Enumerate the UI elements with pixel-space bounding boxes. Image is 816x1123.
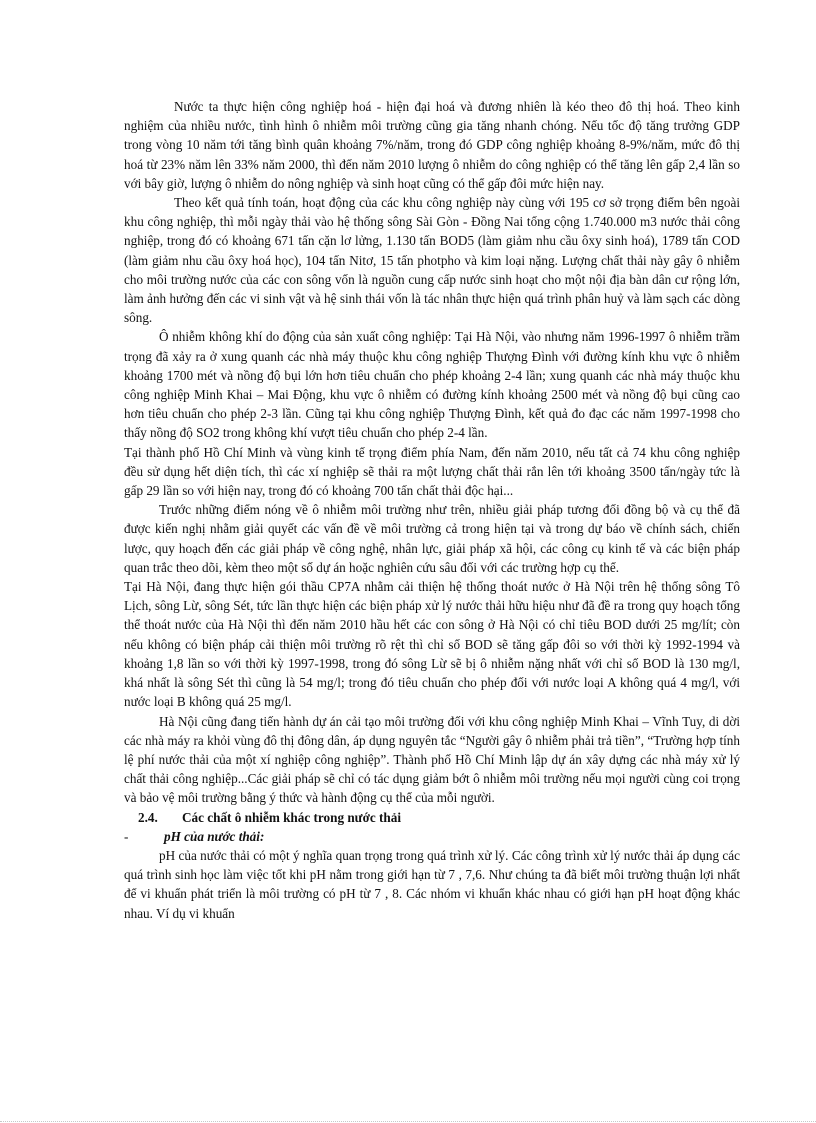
- subsection-label: pH của nước thải:: [164, 828, 265, 844]
- paragraph-industrialization: Nước ta thực hiện công nghiệp hoá - hiện đại hoá và đương nhiên là kéo theo đô thị hoá. Theo kinh nghiệm của nhiều nước, tình hình ô nhiễm môi trường cũng gia tăng nhanh chóng. Nếu tốc độ tăng trưởng GDP trong vòng 10 năm tới tăng bình quân khoảng 7%/năm, trong đó GDP công nghiệp khoảng 8-9%/năm, mức đô thị hoá từ 23% năm lên 33% năm 2000, thì đến năm 2010 lượng ô nhiễm do công nghiệp có thể tăng lên gấp 2,4 lần so với bây giờ, lượng ô nhiễm do nông nghiệp và sinh hoạt cũng có thể gấp đôi mức hiện nay.: [124, 99, 740, 191]
- document-body: [124, 97, 740, 923]
- paragraph-hanoi-cp7a: Tại Hà Nội, đang thực hiện gói thầu CP7A nhằm cải thiện hệ thống thoát nước ở Hà Nội trên hệ thống sông Tô Lịch, sông Lừ, sông Sét, tức lần thực hiện các biện pháp xử lý nước thải hữu hiệu như đã đề ra trong quy hoạch tổng thể thoát nước của Hà Nội thì đến năm 2010 hầu hết các con sông ở Hà Nội có chỉ tiêu BOD dưới 25 mg/lít; còn nếu không có biện pháp cải thiện môi trường rõ rệt thì chỉ số BOD sẽ tăng gấp đôi so với thời kỳ 1992-1994 và khoảng 1,8 lần so với thời kỳ 1997-1998, trong đó sông Lừ sẽ bị ô nhiễm nặng nhất với chỉ số BOD là 130 mg/l, khá nhất là sông Sét thì cũng là 54 mg/l; trong đó tiêu chuẩn cho phép đối với nước loại A không quá 4 mg/l, với nước loại B không quá 25 mg/l.: [124, 579, 740, 710]
- section-number: 2.4.: [138, 809, 158, 825]
- section-title: Các chất ô nhiễm khác trong nước thải: [182, 809, 402, 825]
- paragraph-hcm-solid-waste: Tại thành phố Hồ Chí Minh và vùng kinh tế trọng điểm phía Nam, đến năm 2010, nếu tất cả 74 khu công nghiệp đều sử dụng hết diện tích, thì các xí nghiệp sẽ thải ra một lượng chất thải rắn lên tới khoảng 3500 tấn/ngày tức là gấp 29 lần so với hiện nay, trong đó có khoảng 700 tấn chất thải độc hại...: [124, 444, 740, 499]
- paragraph-ph: pH của nước thải có một ý nghĩa quan trọng trong quá trình xử lý. Các công trình xử lý nước thải áp dụng các quá trình sinh học làm việc tốt khi pH nằm trong giới hạn từ 7 , 7,6. Như chúng ta đã biết môi trường thuận lợi nhất để vi khuẩn phát triển là môi trường có pH từ 7 , 8. Các nhóm vi khuẩn khác nhau có giới hạn pH hoạt động khác nhau. Ví dụ vi khuẩn: [124, 847, 740, 921]
- paragraph-dongnai-wastewater: Theo kết quả tính toán, hoạt động của các khu công nghiệp này cùng với 195 cơ sở trọng điểm bên ngoài khu công nghiệp, thì mỗi ngày thải vào hệ thống sông Sài Gòn - Đồng Nai tổng cộng 1.740.000 m3 nước thải công nghiệp, trong đó có khoảng 671 tấn cặn lơ lửng, 1.130 tấn BOD5 (làm giảm nhu cầu ôxy sinh hoá), 1789 tấn COD (làm giảm nhu cầu ôxy hoá học), 104 tấn Nitơ, 15 tấn photpho và kim loại nặng. Lượng chất thải này gây ô nhiễm cho môi trường nước của các con sông vốn là nguồn cung cấp nước sinh hoạt cho một nội địa bàn dân cư rộng lớn, làm ảnh hưởng đến các vi sinh vật và hệ sinh thái vốn là tác nhân thực hiện quá trình phân huỷ và làm sạch các dòng sông.: [124, 195, 740, 326]
- paragraph-minh-khai-project: Hà Nội cũng đang tiến hành dự án cải tạo môi trường đối với khu công nghiệp Minh Khai – Vĩnh Tuy, di dời các nhà máy ra khỏi vùng đô thị đông dân, áp dụng nguyên tắc “Người gây ô nhiễm phải trả tiền”, “Trường hợp tính lệ phí nước thải của một xí nghiệp công nghiệp”. Thành phố Hồ Chí Minh lập dự án xây dựng các nhà máy xử lý chất thải công nghiệp...Các giải pháp sẽ chỉ có tác dụng giảm bớt ô nhiễm môi trường nếu mọi người cùng coi trọng và bảo vệ môi trường bằng ý thức và hành động cụ thể của mỗi người.: [124, 713, 740, 806]
- paragraph-solutions: Trước những điểm nóng về ô nhiễm môi trường như trên, nhiều giải pháp tương đối đồng bộ và cụ thể đã được kiến nghị nhằm giải quyết các vấn đề về môi trường cả trong hiện tại và trong dự báo về chính sách, chiến lược, quy hoạch đến các giải pháp về công nghệ, nhân lực, giải pháp xã hội, các công cụ kinh tế và các biện pháp quan trắc theo dõi, kèm theo một số dự án hoặc nghiên cứu sâu đối với các trường hợp cụ thể.: [124, 502, 740, 575]
- paragraph-air-pollution: Ô nhiễm không khí do động của sản xuất công nghiệp: Tại Hà Nội, vào nhưng năm 1996-1997 ô nhiễm trầm trọng đã xảy ra ở xung quanh các nhà máy thuộc khu công nghiệp Thượng Đình với đường kính khu vực ô nhiễm khoảng 1700 mét và nồng độ bụi lớn hơn tiêu chuẩn cho phép khoảng 2-4 lần; xung quanh các nhà máy thuộc khu công nghiệp Minh Khai – Mai Động, khu vực ô nhiễm có đường kính khoảng 2500 mét và nồng độ bụi cũng cao hơn tiêu chuẩn cho phép 2-3 lần. Cũng tại khu công nghiệp Thượng Đình, kết quả đo đạc các năm 1997-1998 cho thấy nồng độ SO2 trong không khí vượt tiêu chuẩn cho phép 2-4 lần.: [124, 329, 740, 441]
- section-heading: [124, 808, 740, 827]
- subsection-dash: -: [124, 828, 129, 844]
- subsection-heading: [124, 827, 740, 846]
- page-bottom-rule: [0, 1121, 816, 1122]
